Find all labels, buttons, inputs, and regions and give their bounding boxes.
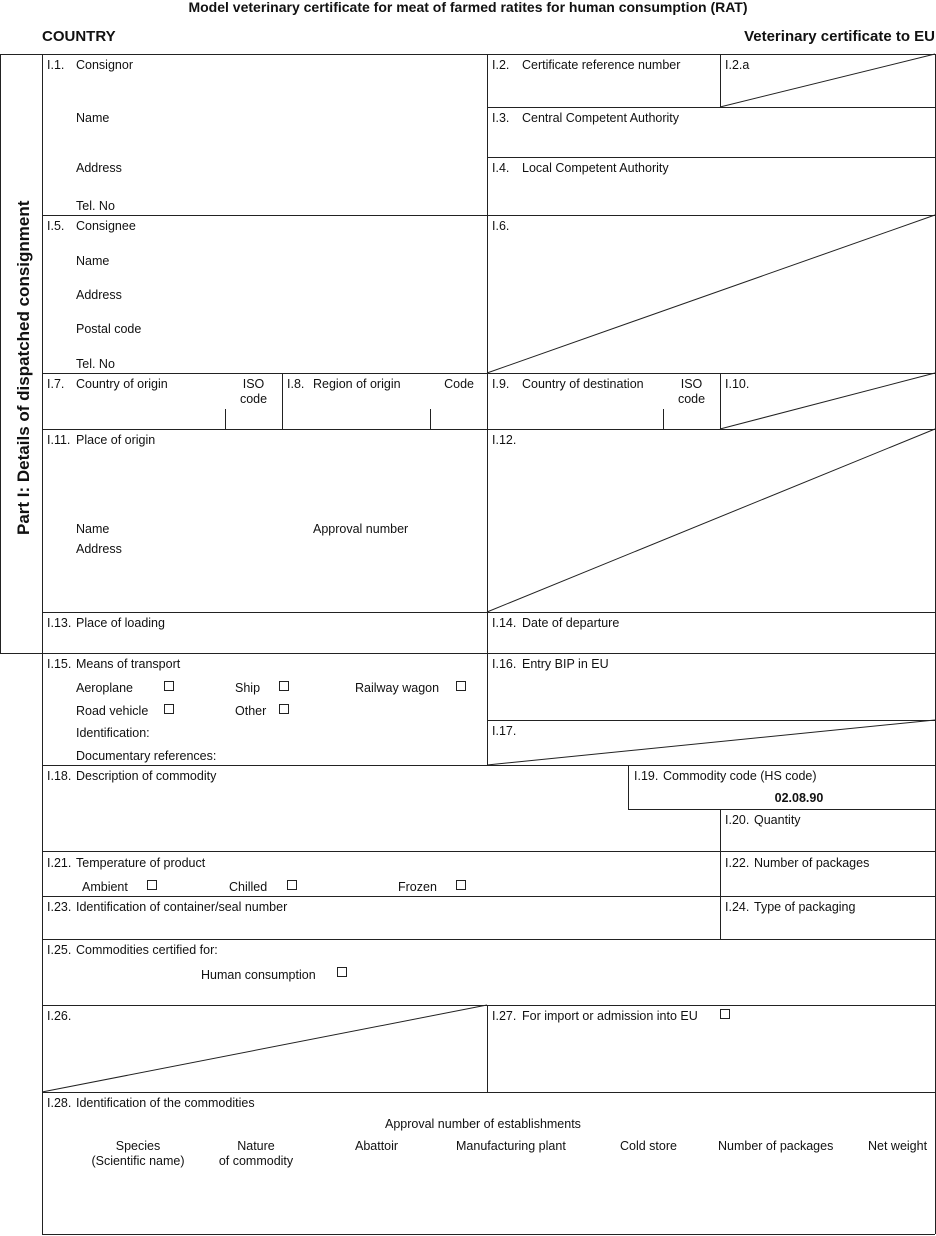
box-number: I.18. — [47, 769, 72, 783]
box-number: I.28. — [47, 1096, 72, 1110]
box-number: I.25. — [47, 943, 72, 957]
box-number: I.22. — [725, 856, 750, 870]
import-admission-checkbox[interactable] — [720, 1009, 730, 1019]
identification-label: Identification: — [76, 726, 150, 740]
region-code-label: Code — [444, 377, 474, 391]
human-consumption-checkbox[interactable] — [337, 967, 347, 977]
box-number: I.12. — [492, 433, 517, 447]
date-of-departure-label: Date of departure — [522, 616, 620, 630]
column-manufacturing-plant: Manufacturing plant — [456, 1139, 566, 1153]
aeroplane-label: Aeroplane — [76, 681, 133, 695]
column-nature-subtitle: of commodity — [218, 1154, 294, 1168]
iso-label: ISO — [680, 377, 703, 391]
ship-checkbox[interactable] — [279, 681, 289, 691]
box-number: I.5. — [47, 219, 65, 233]
origin-name-label: Name — [76, 522, 110, 536]
container-seal-label: Identification of container/seal number — [76, 900, 288, 914]
box-number: I.19. — [634, 769, 659, 783]
box-number: I.8. — [287, 377, 305, 391]
ambient-checkbox[interactable] — [147, 880, 157, 890]
box-number: I.6. — [492, 219, 510, 233]
import-admission-label: For import or admission into EU — [522, 1009, 698, 1023]
chilled-checkbox[interactable] — [287, 880, 297, 890]
consignor-label: Consignor — [76, 58, 133, 72]
railway-wagon-label: Railway wagon — [355, 681, 440, 695]
box-number: I.2. — [492, 58, 510, 72]
consignor-address-label: Address — [76, 161, 122, 175]
country-heading: COUNTRY — [42, 28, 116, 45]
consignee-label: Consignee — [76, 219, 136, 233]
consignor-tel-label: Tel. No — [76, 199, 115, 213]
iso-label: ISO — [242, 377, 265, 391]
box-number: I.21. — [47, 856, 72, 870]
chilled-label: Chilled — [229, 880, 268, 894]
frozen-label: Frozen — [398, 880, 437, 894]
place-of-origin-label: Place of origin — [76, 433, 156, 447]
box-number: I.1. — [47, 58, 65, 72]
column-species: Species — [115, 1139, 161, 1153]
consignee-name-label: Name — [76, 254, 110, 268]
consignee-address-label: Address — [76, 288, 122, 302]
column-nature: Nature — [237, 1139, 275, 1153]
box-number: I.7. — [47, 377, 65, 391]
description-of-commodity-label: Description of commodity — [76, 769, 217, 783]
column-number-of-packages: Number of packages — [718, 1139, 834, 1153]
railway-wagon-checkbox[interactable] — [456, 681, 466, 691]
box-number: I.4. — [492, 161, 510, 175]
human-consumption-label: Human consumption — [201, 968, 316, 982]
box-number: I.13. — [47, 616, 72, 630]
place-of-loading-label: Place of loading — [76, 616, 165, 630]
column-cold-store: Cold store — [620, 1139, 677, 1153]
box-number: I.2.a — [725, 58, 750, 72]
region-of-origin-label: Region of origin — [313, 377, 401, 391]
other-transport-label: Other — [235, 704, 267, 718]
aeroplane-checkbox[interactable] — [164, 681, 174, 691]
identification-of-commodities-label: Identification of the commodities — [76, 1096, 255, 1110]
box-number: I.17. — [492, 724, 517, 738]
iso-code-label: code — [677, 392, 706, 406]
consignee-tel-label: Tel. No — [76, 357, 115, 371]
box-number: I.11. — [47, 433, 71, 447]
origin-address-label: Address — [76, 542, 122, 556]
number-of-packages-label: Number of packages — [754, 856, 870, 870]
country-of-origin-label: Country of origin — [76, 377, 168, 391]
box-number: I.16. — [492, 657, 517, 671]
means-of-transport-label: Means of transport — [76, 657, 181, 671]
local-authority-label: Local Competent Authority — [522, 161, 669, 175]
temperature-label: Temperature of product — [76, 856, 206, 870]
consignee-postal-label: Postal code — [76, 322, 142, 336]
commodity-code-label: Commodity code (HS code) — [663, 769, 817, 783]
column-abattoir: Abattoir — [355, 1139, 399, 1153]
box-number: I.26. — [47, 1009, 72, 1023]
box-number: I.27. — [492, 1009, 517, 1023]
documentary-references-label: Documentary references: — [76, 749, 217, 763]
approval-header: Approval number of establishments — [385, 1117, 581, 1131]
column-species-subtitle: (Scientific name) — [91, 1154, 185, 1168]
consignor-name-label: Name — [76, 111, 110, 125]
ship-label: Ship — [235, 681, 261, 695]
central-authority-label: Central Competent Authority — [522, 111, 680, 125]
iso-code-label: code — [239, 392, 268, 406]
box-number: I.3. — [492, 111, 510, 125]
commodities-certified-label: Commodities certified for: — [76, 943, 218, 957]
road-vehicle-label: Road vehicle — [76, 704, 149, 718]
frozen-checkbox[interactable] — [456, 880, 466, 890]
box-number: I.23. — [47, 900, 72, 914]
road-vehicle-checkbox[interactable] — [164, 704, 174, 714]
country-of-destination-label: Country of destination — [522, 377, 644, 391]
box-number: I.24. — [725, 900, 750, 914]
certificate-reference-label: Certificate reference number — [522, 58, 681, 72]
page-title: Model veterinary certificate for meat of farmed ratites for human consumption (RAT) — [188, 0, 748, 15]
box-number: I.14. — [492, 616, 517, 630]
box-number: I.10. — [725, 377, 750, 391]
column-net-weight: Net weight — [868, 1139, 928, 1153]
box-number: I.20. — [725, 813, 750, 827]
box-number: I.15. — [47, 657, 72, 671]
ambient-label: Ambient — [82, 880, 128, 894]
box-number: I.9. — [492, 377, 510, 391]
entry-bip-label: Entry BIP in EU — [522, 657, 609, 671]
other-transport-checkbox[interactable] — [279, 704, 289, 714]
certificate-destination-heading: Veterinary certificate to EU — [744, 28, 935, 45]
commodity-code-value: 02.08.90 — [774, 791, 824, 805]
type-of-packaging-label: Type of packaging — [754, 900, 856, 914]
approval-number-label: Approval number — [313, 522, 409, 536]
quantity-label: Quantity — [754, 813, 801, 827]
part-one-label: Part I: Details of dispatched consignment — [14, 200, 33, 535]
